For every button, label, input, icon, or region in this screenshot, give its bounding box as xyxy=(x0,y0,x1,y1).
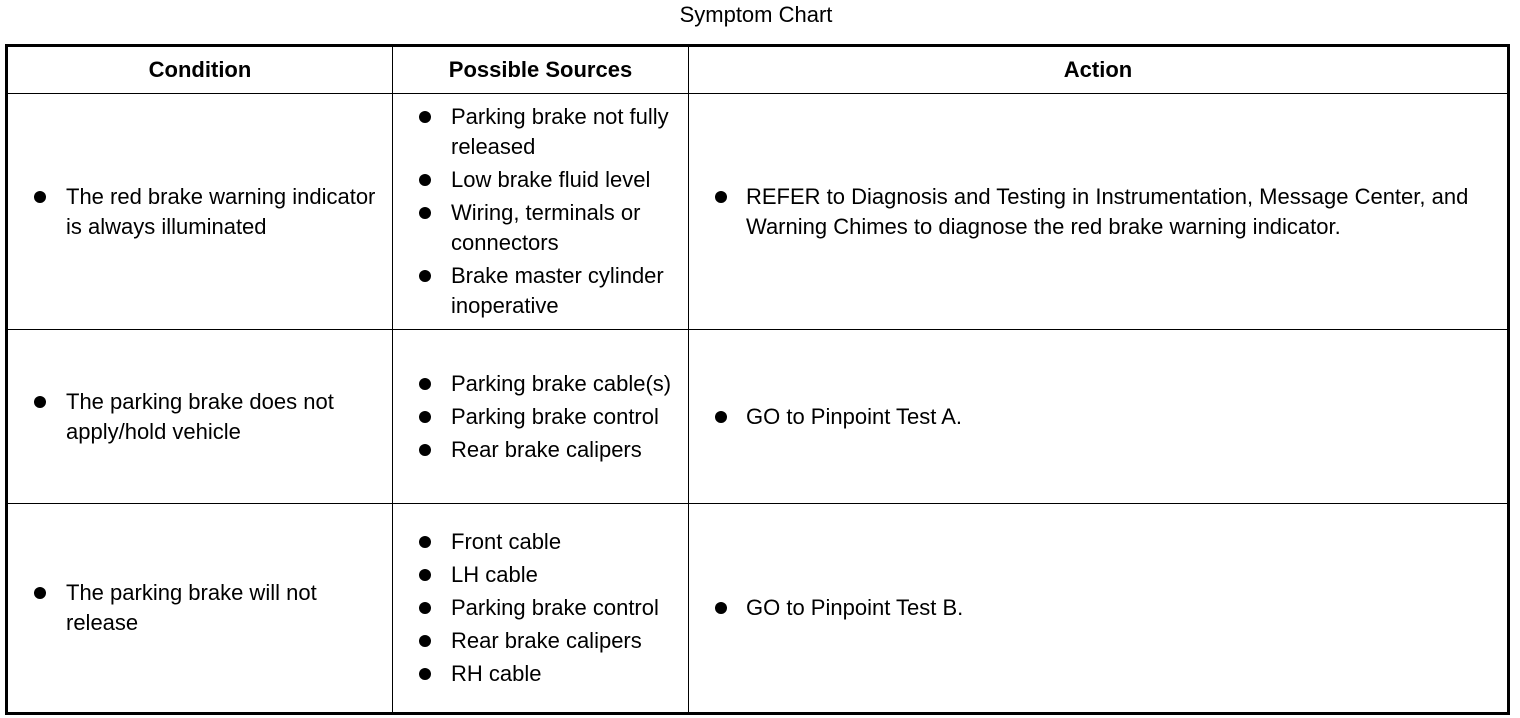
source-item: LH cable xyxy=(393,560,688,590)
sources-cell xyxy=(393,504,689,714)
header-possible-sources: Possible Sources xyxy=(393,46,689,94)
action-item: GO to Pinpoint Test A. xyxy=(689,402,1507,432)
source-item: Front cable xyxy=(393,527,688,557)
table-row xyxy=(7,94,1509,330)
source-item: Rear brake calipers xyxy=(393,435,688,465)
chart-caption: Symptom Chart xyxy=(679,2,833,27)
sources-cell xyxy=(393,94,689,330)
condition-item: The parking brake does not apply/hold vehicle xyxy=(8,387,392,447)
condition-cell xyxy=(7,330,393,504)
source-item: Low brake fluid level xyxy=(393,165,688,195)
action-item: GO to Pinpoint Test B. xyxy=(689,593,1507,623)
action-cell xyxy=(689,330,1509,504)
action-list xyxy=(689,402,1507,432)
condition-item: The parking brake will not release xyxy=(8,578,392,638)
condition-cell xyxy=(7,94,393,330)
sources-list xyxy=(393,527,688,689)
header-condition: Condition xyxy=(7,46,393,94)
action-item: REFER to Diagnosis and Testing in Instrumentation, Message Center, and Warning Chimes to diagnose the red brake warning indicator. xyxy=(689,182,1507,242)
sources-cell xyxy=(393,330,689,504)
sources-list xyxy=(393,369,688,465)
header-action: Action xyxy=(689,46,1509,94)
source-item: RH cable xyxy=(393,659,688,689)
condition-item: The red brake warning indicator is always illuminated xyxy=(8,182,392,242)
condition-list xyxy=(8,578,392,638)
source-item: Parking brake control xyxy=(393,402,688,432)
source-item: Parking brake not fully released xyxy=(393,102,688,162)
condition-cell xyxy=(7,504,393,714)
table-row xyxy=(7,330,1509,504)
source-item: Wiring, terminals or connectors xyxy=(393,198,688,258)
action-cell xyxy=(689,94,1509,330)
action-list xyxy=(689,182,1507,242)
source-item: Parking brake control xyxy=(393,593,688,623)
table-row xyxy=(7,504,1509,714)
condition-list xyxy=(8,182,392,242)
header-row xyxy=(7,46,1509,94)
action-list xyxy=(689,593,1507,623)
source-item: Brake master cylinder inoperative xyxy=(393,261,688,321)
source-item: Rear brake calipers xyxy=(393,626,688,656)
sources-list xyxy=(393,102,688,321)
symptom-table xyxy=(5,44,1510,715)
action-cell xyxy=(689,504,1509,714)
condition-list xyxy=(8,387,392,447)
source-item: Parking brake cable(s) xyxy=(393,369,688,399)
